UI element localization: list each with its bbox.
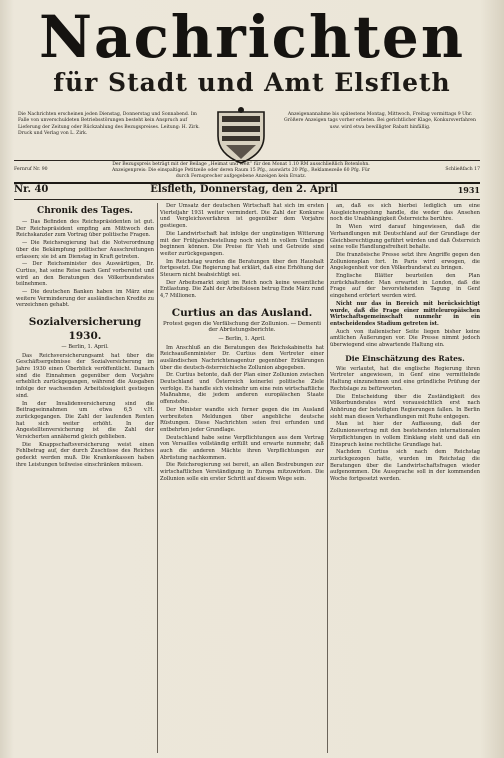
masthead (0, 2, 504, 100)
article-dateline: — Berlin, 1. April. (218, 336, 266, 343)
article-paragraph: Die französische Presse setzt ihre Angriffe gegen den Zollunionsplan fort. In Paris wird erwogen, die Angelegenheit vor den Völkerbundsrat zu bringen. (330, 251, 480, 272)
article-paragraph: Der Arbeitsmarkt zeigt im Reich noch keine wesentliche Entlastung. Die Zahl der Arbeitslosen betrug Ende März rund 4,7 Millionen. (160, 279, 324, 300)
dateline (14, 182, 480, 200)
phone-number: Fernruf Nr. 90 (14, 167, 48, 172)
article-heading: Curtius an das Ausland. (171, 306, 313, 319)
chronicle-item: — Der Reichsminister des Auswärtigen, Dr. Curtius, hat seine Reise nach Genf vorbereitet und wird an den Beratungen des Völkerbundsrates teilnehmen. (16, 261, 154, 288)
article-paragraph: Die Entscheidung über die Zuständigkeit des Völkerbundsrates wird voraussichtlich erst nach Anhörung der beteiligten Regierungen fallen. In Berlin sieht man diesen Verhandlungen mit Ruhe entgegen. (330, 393, 480, 420)
article-paragraph: Der Umsatz der deutschen Wirtschaft hat sich im ersten Vierteljahr 1931 weiter vermindert. Die Zahl der Konkurse und Vergleichsverfahren ist gegenüber dem Vorjahre gestiegen. (160, 203, 324, 230)
article-paragraph: Englische Blätter beurteilen den Plan zurückhaltender. Man erwartet in London, daß die Frage auf der bevorstehenden Tagung in Genf eingehend erörtert werden wird. (330, 273, 480, 300)
chronicle-item: — Die Reichsregierung hat die Notverordnung über die Bekämpfung politischer Ausschreitungen erlassen; sie ist am Dienstag in Kraft getreten. (16, 240, 154, 260)
column-3 (330, 203, 480, 753)
article-paragraph: Das Reichsversicherungsamt hat über die Geschäftsergebnisse der Sozialversicherung im Jahre 1930 einen Überblick veröffentlicht. Danach sind die Einnahmen gegenüber dem Vorjahre erheblich zurückgegangen, während die Ausgaben infolge der wachsenden Arbeitslosigkeit gestiegen sind. (16, 352, 154, 399)
chronicle-heading: Chronik des Tages. (37, 206, 133, 216)
article-heading: Die Einschätzung des Rates. (345, 353, 465, 363)
article-paragraph: Der Minister wandte sich ferner gegen die im Ausland verbreiteten Meldungen über angebliche deutsche Rüstungen. Diese Nachrichten seien frei erfunden und entbehrten jeder Grundlage. (160, 406, 324, 433)
article-paragraph: In der Invalidenversicherung sind die Beitragseinnahmen um etwa 6,5 v.H. zurückgegangen. Die Zahl der laufenden Renten hat sich weiter erhöht. In der Angestelltenversicherung ist die Zahl der Versicherten annähernd gleich geblieben. (16, 400, 154, 441)
info-line (14, 162, 480, 184)
article-paragraph: Nachdem Curtius sich nach dem Reichstag zurückgezogen hatte, wurden im Reichstag die Beratungen über die Landwirtschaftsfragen wieder aufgenommen. Die Aussprache soll in der kommenden Woche fortgesetzt werden. (330, 449, 480, 483)
issue-number: Nr. 40 (14, 184, 49, 195)
article-paragraph: Im Anschluß an die Beratungen des Reichskabinetts hat Reichsaußenminister Dr. Curtius dem Vertreter einer ausländischen Nachrichtenagentur gegenüber Erklärungen über die deutsch-österreichische Zollunion abgegeben. (160, 344, 324, 371)
coat-of-arms-icon (212, 106, 270, 166)
column-2 (160, 203, 324, 753)
article-paragraph: Die Reichsregierung sei bereit, an allen Bestrebungen zur wirtschaftlichen Verständigung in Europa mitzuwirken. Die Zollunion solle ein erster Schritt auf diesem Wege sein. (160, 462, 324, 482)
article-paragraph: Die Landwirtschaft hat infolge der ungünstigen Witterung mit der Frühjahrsbestellung noch nicht in vollem Umfange beginnen können. Die Preise für Vieh und Getreide sind weiter zurückgegangen. (160, 230, 324, 257)
article-paragraph: Deutschland habe seine Verpflichtungen aus dem Vertrag von Versailles vollständig erfüllt und erwarte nunmehr, daß auch die anderen Mächte ihren Verpflichtungen zur Abrüstung nachkommen. (160, 434, 324, 461)
column-divider (327, 203, 328, 753)
chronicle-item: — Die deutschen Banken haben im März eine weitere Verminderung der ausländischen Kredite zu verzeichnen gehabt. (16, 289, 154, 309)
bold-paragraph: Nicht nur das in Bereich mit berücksichtigt wurde, daß die Frage einer mitteleuropäischen Wirtschaftsgemeinschaft nunmehr in ein entscheidendes Stadium getreten ist. (330, 300, 480, 327)
article-paragraph: Im Reichstag wurden die Beratungen über den Haushalt fortgesetzt. Die Regierung hat erklärt, daß eine Erhöhung der Steuern nicht beabsichtigt sei. (160, 258, 324, 279)
header-rule (14, 160, 480, 161)
price-info: Der Bezugspreis beträgt mit der Beilage „Heimat und Welt“ für den Monat 1.10 RM ausschließlich Botenlohn. Anzeigenpreis: Die einspaltige Petitzeile oder deren Raum 15 Pfg., auswärts 20 Pfg., Reklamezeile 60 Pfg. Für durch Fernsprecher aufgegebene Anzeigen kein Ersatz. (111, 162, 370, 179)
pobox: Schließfach 17 (445, 167, 480, 172)
dateline-rule-bottom (14, 199, 480, 200)
announcement-right: Anzeigenannahme bis spätestens Montag, Mittwoch, Freitag vormittags 9 Uhr. Größere Anzeigen tags vorher erbeten. Bei gerichtlicher Klage, Konkursverfahren usw. wird etwa bewilligter Rabatt hinfällig. (284, 112, 476, 130)
article-paragraph: Man ist hier der Auffassung, daß der Zollunionsvertrag mit den bestehenden internationalen Verpflichtungen in vollem Einklang steht und daß ein Einspruch keine rechtliche Grundlage hat. (330, 421, 480, 448)
column-1 (16, 203, 154, 753)
article-paragraph: Die Knappschaftsversicherung weist einen Fehlbetrag auf, der durch Zuschüsse des Reiches gedeckt werden muß. Die Krankenkassen haben ihre Leistungen teilweise einschränken müssen. (16, 441, 154, 468)
article-paragraph: Dr. Curtius betonte, daß der Plan einer Zollunion zwischen Deutschland und Österreich keinerlei politische Ziele verfolge. Es handle sich vielmehr um eine rein wirtschaftliche Maßnahme, die jedem anderen europäischen Staate offenstehe. (160, 372, 324, 406)
announcement-left: Die Nachrichten erscheinen jeden Dienstag, Donnerstag und Sonnabend. Im Falle von unverschuldeten Betriebsstörungen besteht kein Anspruch auf Lieferung der Zeitung oder Rückzahlung des Bezugspreises. Leitung: H. Zirk. Druck und Verlag von L. Zirk. (18, 112, 200, 136)
newspaper-title: Nachrichten (38, 3, 466, 71)
newspaper-subtitle: für Stadt und Amt Elsfleth (53, 68, 451, 97)
year: 1931 (457, 185, 480, 195)
article-dek: Protest gegen die Verfälschung der Zollunion. — Dementi der Abrüstungsberichte. (163, 320, 321, 334)
place-date: Elsfleth, Donnerstag, den 2. April (150, 184, 338, 195)
article-paragraph: Auch von italienischer Seite liegen bisher keine amtlichen Äußerungen vor. Die Presse nimmt jedoch überwiegend eine abwartende Haltung ein. (330, 328, 480, 349)
column-divider (157, 203, 158, 753)
article-dateline: — Berlin, 1. April. (61, 344, 109, 351)
article-paragraph: Wie verlautet, hat die englische Regierung ihren Vertreter angewiesen, in Genf eine vermittelnde Haltung einzunehmen und eine gründliche Prüfung der Rechtslage zu befürworten. (330, 365, 480, 392)
chronicle-item: — Das Befinden des Reichspräsidenten ist gut. Der Reichspräsident empfing am Mittwoch den Reichskanzler zum Vortrag über politische Fragen. (16, 219, 154, 239)
article-heading: Sozialversicherung 1930. (28, 316, 142, 343)
article-paragraph: an, daß es sich hierbei lediglich um eine Ausgleichsregelung handle, die weder das Ansehen noch die Unabhängigkeit Österreichs berühre. (330, 203, 480, 223)
article-paragraph: In Wien wird darauf hingewiesen, daß die Verhandlungen mit Deutschland auf der Grundlage der Gleichberechtigung geführt würden und daß Österreich seine volle Handlungsfreiheit behalte. (330, 224, 480, 251)
